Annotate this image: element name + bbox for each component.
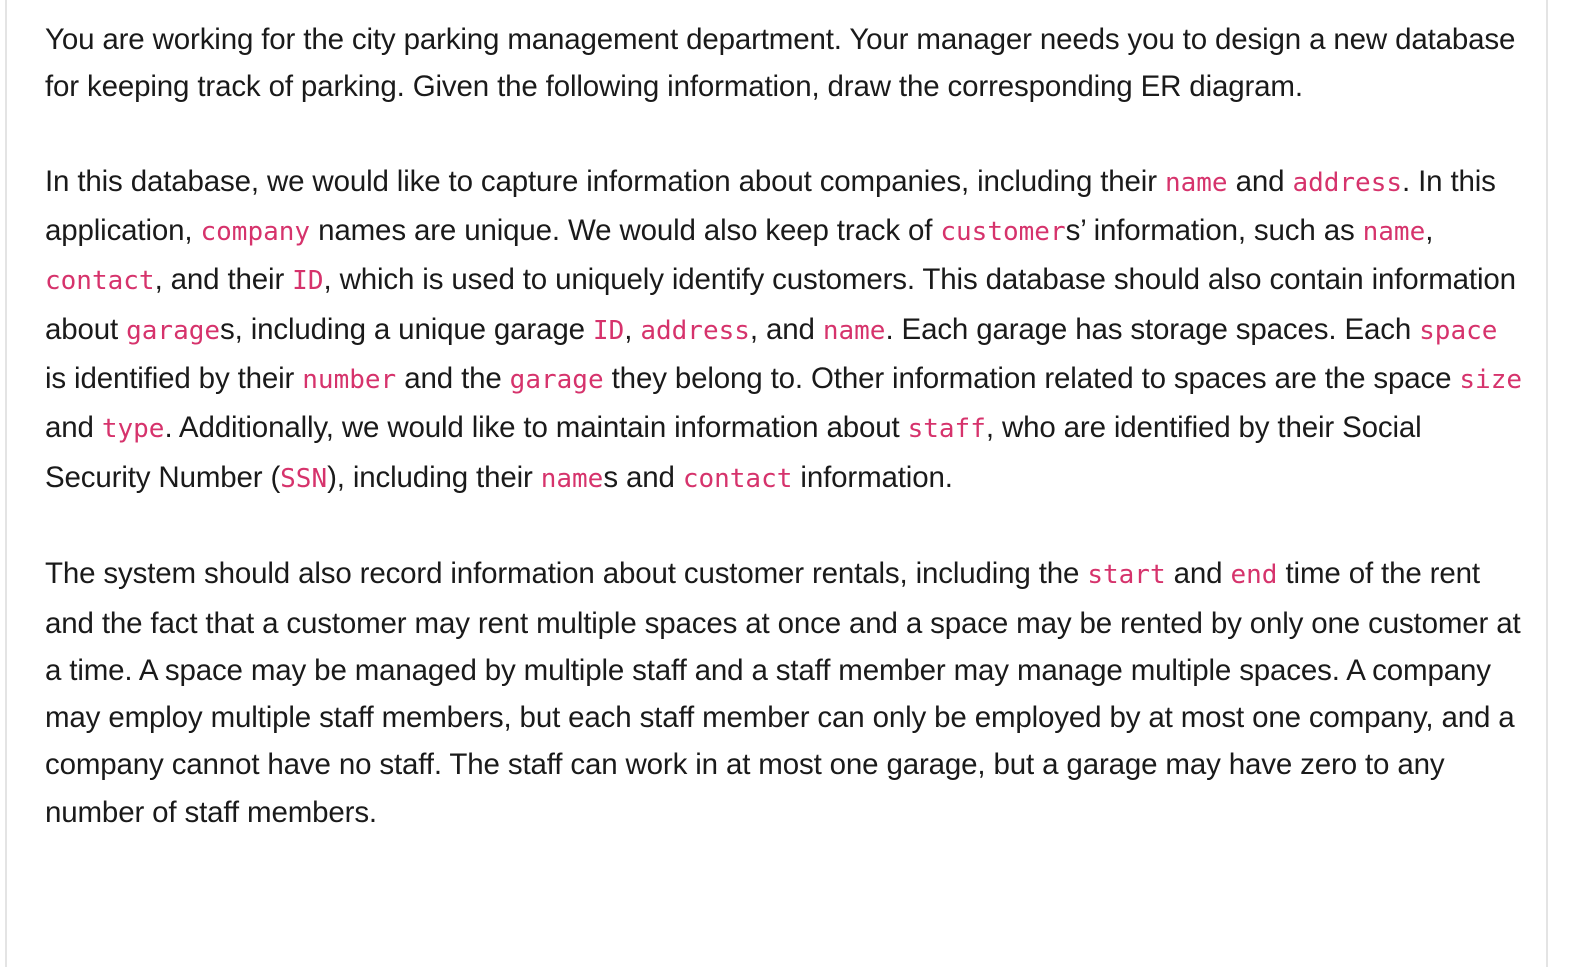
text-run: . In this application, (45, 164, 1496, 248)
inline-code: start (1087, 560, 1166, 591)
text-run: and (45, 411, 102, 445)
text-run: information. (792, 460, 953, 494)
inline-code: type (101, 414, 165, 445)
text-run: time of the rent and the fact that a customer may rent multiple spaces at once and a space may be rented by only one customer at a time. A space may be managed by multiple staff and a staff member may manage multiple spaces. A company may employ multiple staff members, but each staff member can only be employed by at most one company, and a company cannot have no staff. The staff can work in at most one garage, but a garage may have zero to any number of staff members. (45, 557, 1521, 829)
inline-code: ID (292, 266, 324, 297)
text-run: , (624, 312, 641, 346)
text-run: , and their (154, 263, 293, 297)
inline-code: SSN (280, 463, 328, 494)
text-run: The system should also record information about customer rentals, including the (45, 557, 1088, 591)
inline-code: number (302, 365, 397, 396)
text-run: and (1227, 164, 1293, 198)
text-run: . Each garage has storage spaces. Each (885, 312, 1420, 346)
text-run: they belong to. Other information related to spaces are the space (603, 362, 1460, 396)
inline-code: name (1164, 167, 1228, 198)
text-run: s, including a unique garage (220, 312, 593, 346)
text-run: names are unique. We would also keep track of (310, 214, 941, 248)
paragraph-1 (45, 16, 1525, 111)
text-run: You are working for the city parking management department. Your manager needs you to design a new database for keeping track of parking. Given the following information, draw the corresponding ER diagram. (45, 23, 1516, 104)
inline-code: ID (592, 315, 625, 346)
text-run: is identified by their (45, 362, 303, 396)
inline-code: name (822, 315, 886, 346)
inline-code: company (200, 217, 311, 248)
text-run: s’ information, such as (1065, 214, 1363, 248)
text-run: s and (603, 460, 683, 494)
inline-code: address (640, 315, 750, 346)
inline-code: end (1230, 560, 1278, 591)
inline-code: name (540, 463, 604, 494)
inline-code: garage (126, 315, 221, 346)
inline-code: size (1459, 365, 1523, 396)
text-run: and (1165, 557, 1231, 591)
text-run: . Additionally, we would like to maintain information about (164, 411, 908, 445)
text-run: , who are identified by their Social Security Number ( (45, 411, 1422, 494)
inline-code: contact (45, 266, 155, 297)
paragraph-3 (45, 550, 1525, 836)
text-run: and the (396, 362, 510, 396)
text-run: , and (749, 312, 823, 346)
text-run: In this database, we would like to capture information about companies, including their (45, 164, 1165, 198)
inline-code: staff (907, 414, 986, 445)
inline-code: customer (940, 217, 1066, 248)
text-run: , (1425, 214, 1434, 248)
paragraph-2 (45, 158, 1525, 503)
text-run: , which is used to uniquely identify customers. This database should also contain information about (45, 263, 1516, 346)
inline-code: space (1419, 315, 1498, 346)
inline-code: garage (509, 365, 604, 396)
inline-code: name (1362, 217, 1426, 248)
inline-code: address (1292, 167, 1403, 198)
text-run: ), including their (327, 460, 541, 494)
inline-code: contact (682, 463, 793, 494)
problem-description (45, 16, 1525, 836)
